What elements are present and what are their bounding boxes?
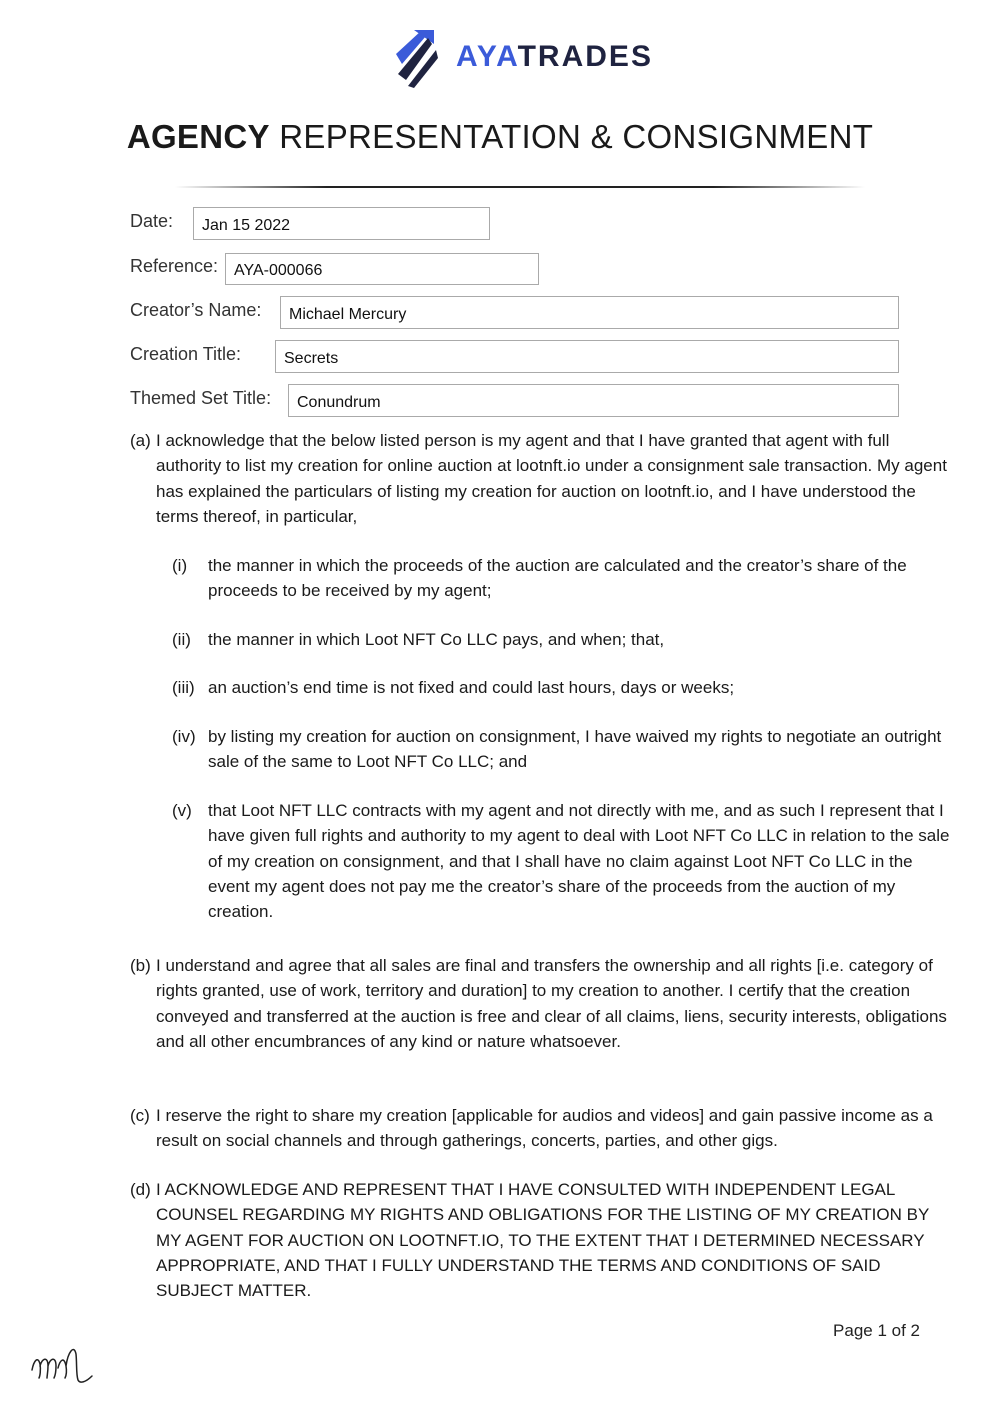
- reference-field[interactable]: [225, 253, 539, 285]
- clause-a-item-ii: [172, 627, 952, 652]
- document-title: [0, 118, 1000, 156]
- brand-logo: [392, 24, 653, 90]
- ayatrades-logo-icon: [392, 24, 442, 90]
- clause-a-item-iv: [172, 724, 952, 775]
- page-number: Page 1 of 2: [833, 1321, 920, 1340]
- clause-b-text: I understand and agree that all sales are final and transfers the ownership and all rights [i.e. category of rights granted, use of work, territory and duration] to my creation to another. I certify that the creation conveyed and transferred at the auction is free and clear of all claims, liens, security interests, obligations and all other encumbrances of any kind or nature whatsoever.: [156, 956, 947, 1051]
- reference-label: Reference:: [130, 256, 219, 276]
- date-field[interactable]: [193, 207, 490, 240]
- item-iii-marker: (iii): [172, 678, 195, 697]
- themed-set-title-label: Themed Set Title:: [130, 388, 272, 408]
- themed-set-title-value: Conundrum: [297, 394, 381, 411]
- clause-c: [130, 1103, 950, 1154]
- item-iv-marker: (iv): [172, 727, 196, 746]
- item-ii-marker: (ii): [172, 630, 191, 649]
- item-iii-text: an auction’s end time is not fixed and could last hours, days or weeks;: [208, 678, 735, 697]
- signature-icon: [28, 1340, 100, 1386]
- document-title-rest: REPRESENTATION & CONSIGNMENT: [269, 118, 874, 155]
- date-value: Jan 15 2022: [202, 217, 291, 234]
- clause-b: [130, 953, 950, 1054]
- clause-a-item-iii: [172, 675, 952, 700]
- clause-d-text: I ACKNOWLEDGE AND REPRESENT THAT I HAVE CONSULTED WITH INDEPENDENT LEGAL COUNSEL REGARDING MY RIGHTS AND OBLIGATIONS FOR THE LISTING OF MY CREATION BY MY AGENT FOR AUCTION ON LOOTNFT.IO, TO THE EXTENT THAT I DETERMINED NECESSARY APPROPRIATE, AND THAT I FULLY UNDERSTAND THE TERMS AND CONDITIONS OF SAID SUBJECT MATTER.: [156, 1180, 929, 1301]
- clause-a-text: I acknowledge that the below listed person is my agent and that I have granted that agent with full authority to list my creation for online auction at lootnft.io under a consignment sale transaction. My agent has explained the particulars of listing my creation for auction on lootnft.io, and I have understood the terms thereof, in particular,: [156, 431, 947, 526]
- item-v-text: that Loot NFT LLC contracts with my agent and not directly with me, and as such I represent that I have given full rights and authority to my agent to deal with Loot NFT Co LLC in relation to the sale of my creation on consignment, and that I shall have no claim against Loot NFT Co LLC in the event my agent does not pay me the creator’s share of the proceeds from the auction of my creation.: [208, 801, 950, 922]
- clause-a: [130, 428, 950, 529]
- item-ii-text: the manner in which Loot NFT Co LLC pays, and when; that,: [208, 630, 665, 649]
- item-i-marker: (i): [172, 556, 188, 575]
- creation-title-label: Creation Title:: [130, 344, 242, 364]
- clause-a-item-i: [172, 553, 952, 604]
- creator-name-value: Michael Mercury: [289, 306, 407, 323]
- item-v-marker: (v): [172, 801, 192, 820]
- item-i-text: the manner in which the proceeds of the auction are calculated and the creator’s share of the proceeds to be received by my agent;: [208, 556, 907, 601]
- signature-initials: [28, 1340, 100, 1391]
- clause-a-item-v: [172, 798, 952, 924]
- date-label: Date:: [130, 211, 174, 231]
- brand-name-part2: TRADES: [517, 40, 653, 73]
- brand-name-part1: AYA: [456, 40, 518, 73]
- clause-d: [130, 1177, 950, 1303]
- clause-c-text: I reserve the right to share my creation [applicable for audios and videos] and gain passive income as a result on social channels and through gatherings, concerts, parties, and other gigs.: [156, 1106, 933, 1151]
- title-divider: [175, 186, 865, 188]
- reference-value: AYA-000066: [234, 262, 323, 279]
- clause-d-marker: (d): [130, 1180, 151, 1199]
- document-title-bold: AGENCY: [126, 118, 270, 155]
- brand-name: [456, 40, 653, 74]
- creator-name-label: Creator’s Name:: [130, 300, 262, 320]
- creation-title-value: Secrets: [284, 350, 339, 367]
- clause-b-marker: (b): [130, 956, 151, 975]
- creation-title-field[interactable]: [275, 340, 899, 373]
- clause-a-marker: (a): [130, 431, 151, 450]
- themed-set-title-field[interactable]: [288, 384, 899, 417]
- item-iv-text: by listing my creation for auction on consignment, I have waived my rights to negotiate an outright sale of the same to Loot NFT Co LLC; and: [208, 727, 942, 772]
- clause-c-marker: (c): [130, 1106, 150, 1125]
- creator-name-field[interactable]: [280, 296, 899, 329]
